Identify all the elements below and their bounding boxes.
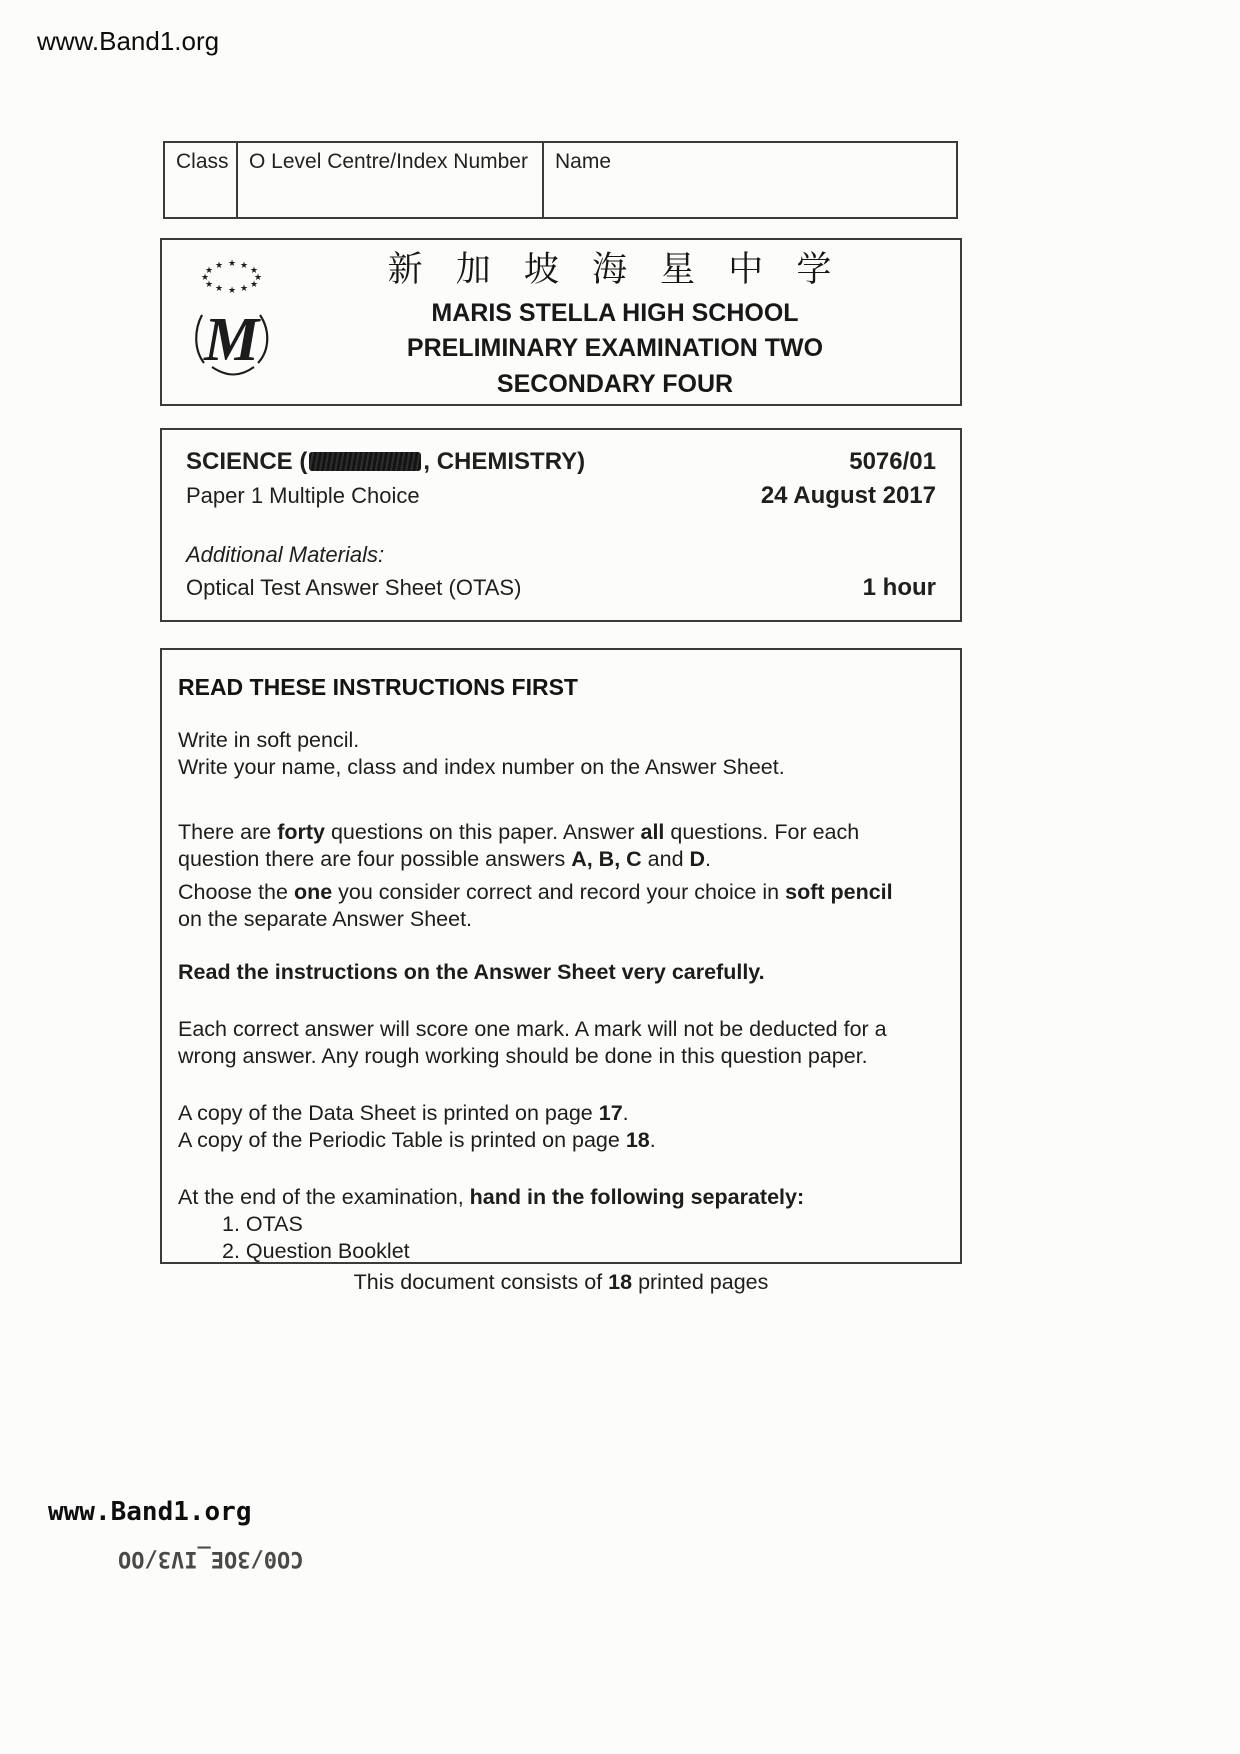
- instruction-paragraph: [178, 1100, 920, 1127]
- scan-artifact: [118, 1540, 358, 1571]
- instruction-list-item: [222, 1211, 920, 1238]
- svg-text:★: ★: [215, 259, 224, 270]
- text-segment: At the end of the examination,: [178, 1185, 470, 1209]
- text-segment: on the separate Answer Sheet.: [178, 907, 473, 931]
- paper-info-box: [160, 428, 962, 622]
- text-segment: questions. For each question there are four possible answers: [178, 820, 860, 871]
- subject-row: [186, 448, 936, 476]
- paper-desc-row: [186, 482, 936, 510]
- text-segment: .: [622, 1101, 629, 1125]
- crest-monogram: [196, 306, 267, 375]
- svg-text:★: ★: [228, 284, 237, 295]
- svg-text:★: ★: [201, 271, 210, 282]
- svg-text:★: ★: [240, 259, 249, 270]
- instruction-paragraph: [178, 819, 920, 873]
- text-segment: A copy of the Periodic Table is printed on page: [178, 1128, 626, 1152]
- text-segment: There are: [178, 820, 278, 844]
- text-segment: one: [293, 880, 333, 904]
- svg-text:★: ★: [215, 282, 224, 293]
- school-name-chinese: 新 加 坡 海 星 中 学: [387, 249, 843, 290]
- scan-artifact-text: CO0/3OE_IV3/OO: [118, 1546, 304, 1571]
- instruction-paragraph: [178, 1127, 920, 1154]
- instructions-title: READ THESE INSTRUCTIONS FIRST: [178, 674, 578, 700]
- text-segment: Each correct answer will score one mark. A mark will not be deducted for a wrong answer. Any rough working should be done in this question paper.: [178, 1017, 887, 1068]
- instruction-paragraph: [178, 1184, 920, 1211]
- subject-title: [186, 448, 585, 476]
- text-segment: and: [641, 847, 690, 871]
- candidate-index-label: O Level Centre/Index Number: [249, 150, 528, 173]
- candidate-name-cell: [543, 142, 957, 218]
- exam-level: SECONDARY FOUR: [496, 369, 734, 398]
- subject-suffix: , CHEMISTRY): [423, 448, 586, 475]
- svg-text:★: ★: [250, 264, 259, 275]
- instruction-paragraph: [178, 727, 920, 754]
- school-name-english: MARIS STELLA HIGH SCHOOL: [431, 298, 799, 327]
- candidate-class-cell: [164, 142, 237, 218]
- text-segment: A, B, C: [571, 847, 642, 871]
- text-segment: you consider correct and record your choice in: [332, 880, 786, 904]
- svg-text:M: M: [204, 305, 260, 374]
- exam-duration: 1 hour: [862, 574, 936, 601]
- paper-description: Paper 1 Multiple Choice: [186, 483, 420, 508]
- additional-materials-item: Optical Test Answer Sheet (OTAS): [186, 575, 522, 600]
- watermark-bottom: www.Band1.org: [48, 1497, 252, 1527]
- text-segment: Write in soft pencil.: [178, 728, 360, 752]
- document-pages-note: [160, 1270, 962, 1295]
- instruction-list-item: [222, 1238, 920, 1265]
- text-segment: all: [640, 820, 665, 844]
- text-segment: A copy of the Data Sheet is printed on page: [178, 1101, 599, 1125]
- school-title-block: [290, 242, 940, 403]
- candidate-name-label: Name: [555, 150, 612, 173]
- exam-title: PRELIMINARY EXAMINATION TWO: [406, 334, 824, 363]
- candidate-index-cell: [237, 142, 543, 218]
- spacer: [186, 510, 936, 542]
- text-segment: Choose the: [178, 880, 294, 904]
- candidate-info-table: [163, 141, 958, 219]
- text-segment: hand in the following separately:: [469, 1185, 805, 1209]
- text-segment: 18: [608, 1270, 633, 1294]
- svg-text:★: ★: [240, 282, 249, 293]
- school-crest-svg: [182, 255, 282, 385]
- text-segment: 1. OTAS: [222, 1212, 303, 1236]
- crest-star-ring: [201, 258, 262, 295]
- text-segment: printed pages: [632, 1270, 769, 1294]
- text-segment: soft pencil: [785, 880, 893, 904]
- text-segment: D: [689, 847, 706, 871]
- svg-text:★: ★: [254, 271, 263, 282]
- materials-row: [186, 574, 936, 602]
- candidate-class-label: Class: [176, 150, 229, 173]
- svg-text:★: ★: [228, 257, 237, 268]
- svg-text:★: ★: [205, 264, 214, 275]
- school-crest-logo: [182, 255, 290, 390]
- text-segment: 18: [625, 1128, 650, 1152]
- paper-code: 5076/01: [849, 448, 936, 475]
- watermark-top: www.Band1.org: [37, 26, 220, 56]
- text-segment: 17: [598, 1101, 623, 1125]
- svg-text:★: ★: [205, 278, 214, 289]
- text-segment: 2. Question Booklet: [222, 1239, 410, 1263]
- instruction-paragraph: [178, 959, 920, 986]
- instruction-paragraph: [178, 1016, 920, 1070]
- text-segment: questions on this paper. Answer: [324, 820, 641, 844]
- subject-prefix: SCIENCE (: [186, 448, 308, 475]
- candidate-info-row: [164, 142, 957, 218]
- instruction-paragraph: [178, 879, 920, 933]
- text-segment: forty: [277, 820, 325, 844]
- school-header-box: [160, 238, 962, 406]
- instruction-paragraph: [178, 754, 920, 781]
- text-segment: .: [649, 1128, 656, 1152]
- text-segment: Read the instructions on the Answer Sheet very carefully.: [178, 960, 765, 984]
- text-segment: This document consists of: [353, 1270, 609, 1294]
- instructions-box: [160, 648, 962, 1264]
- text-segment: .: [705, 847, 712, 871]
- text-segment: Write your name, class and index number on the Answer Sheet.: [178, 755, 785, 779]
- redacted-subject-scribble: [309, 452, 421, 471]
- additional-materials-label: Additional Materials:: [186, 542, 385, 567]
- svg-text:★: ★: [250, 278, 259, 289]
- exam-date: 24 August 2017: [760, 482, 936, 509]
